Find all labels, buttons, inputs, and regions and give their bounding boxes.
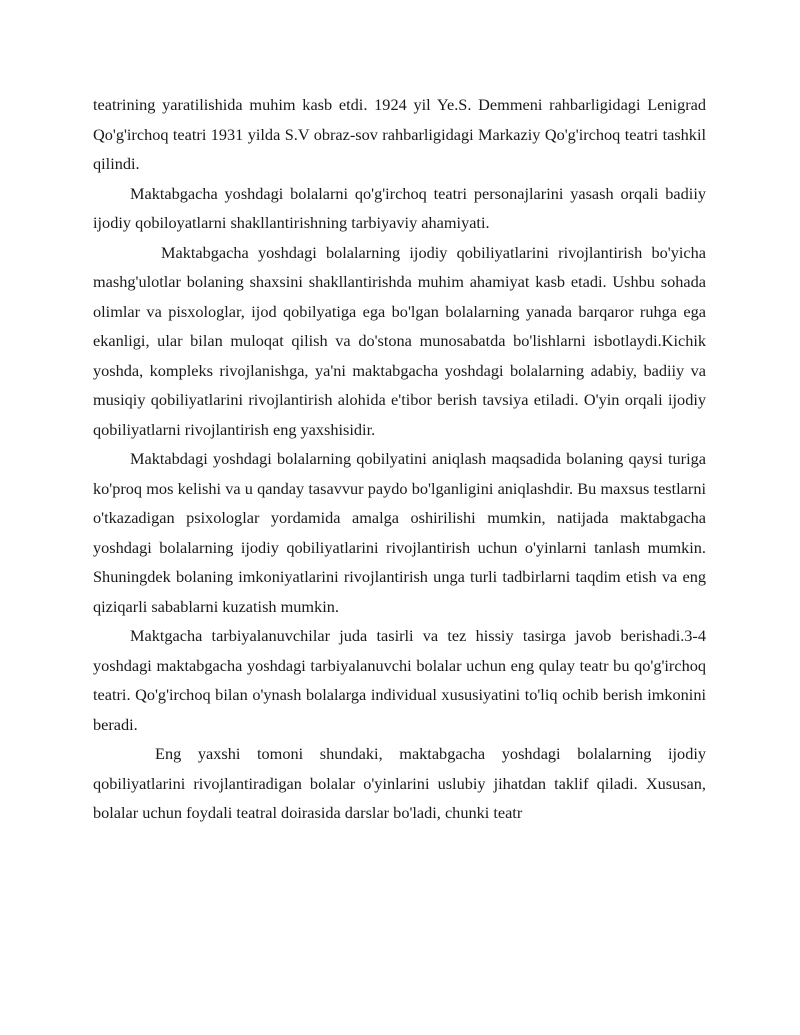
paragraph-creative-abilities: Maktabgacha yoshdagi bolalarning ijodiy qobiliyatlarini rivojlantirish bo'yicha mashg'ulotlar bolaning shaxsini shakllantirishda muhim ahamiyat kasb etadi. Ushbu sohada olimlar va pisxologlar, ijod qobilyatiga ega bo'lgan bolalarning yanada barqaror ruhga ega ekanligi, ular bilan muloqat qilish va do'stona munosabatda bo'lishlarni isbotlaydi.Kichik yoshda, kompleks rivojlanishga, ya'ni maktabgacha yoshdagi bolalarning adabiy, badiiy va musiqiy qobiliyatlarini rivojlantirish alohida e'tibor berish tavsiya etiladi. O'yin orqali ijodiy qobiliyatlarni rivojlantirish eng yaxshisidir. [93, 242, 706, 439]
paragraph-heading: Maktabgacha yoshdagi bolalarni qo'g'irchoq teatri personajlarini yasash orqali badiiy ijodiy qobiloyatlarni shakllantirishning tarbiyaviy ahamiyati. [93, 183, 706, 232]
body-text [93, 90, 706, 828]
paragraph-puppet-theatre: Maktgacha tarbiyalanuvchilar juda tasirli va tez hissiy tasirga javob berishadi.3-4 yoshdagi maktabgacha yoshdagi tarbiyalanuvchi bolalar uchun eng qulay teatr bu qo'g'irchoq teatri. Qo'g'irchoq bilan o'ynash bolalarga individual xususiyatini to'liq ochib berish imkonini beradi. [93, 626, 706, 734]
paragraph-ability-testing: Maktabdagi yoshdagi bolalarning qobilyatini aniqlash maqsadida bolaning qaysi turiga ko'proq mos kelishi va u qanday tasavvur paydo bo'lganligini aniqlashdir. Bu maxsus testlarni o'tkazadigan psixologlar yordamida amalga oshirilishi mumkin, natijada maktabgacha yoshdagi bolalarning ijodiy qobiliyatlarini rivojlantirish uchun o'yinlarni tanlash mumkin. Shuningdek bolaning imkoniyatlarini rivojlantirish unga turli tadbirlarni taqdim etish va eng qiziqarli sabablarni kuzatish mumkin. [93, 449, 706, 616]
paragraph-best-side: Eng yaxshi tomoni shundaki, maktabgacha yoshdagi bolalarning ijodiy qobiliyatlarini rivojlantiradigan bolalar o'yinlarini uslubiy jihatdan taklif qiladi. Xususan, bolalar uchun foydali teatral doirasida darslar bo'ladi, chunki teatr [93, 744, 706, 822]
paragraph-continuation: teatrining yaratilishida muhim kasb etdi. 1924 yil Ye.S. Demmeni rahbarligidagi Lenigrad Qo'g'irchoq teatri 1931 yilda S.V obraz-sov rahbarligidagi Markaziy Qo'g'irchoq teatri tashkil qilindi. [93, 95, 706, 173]
